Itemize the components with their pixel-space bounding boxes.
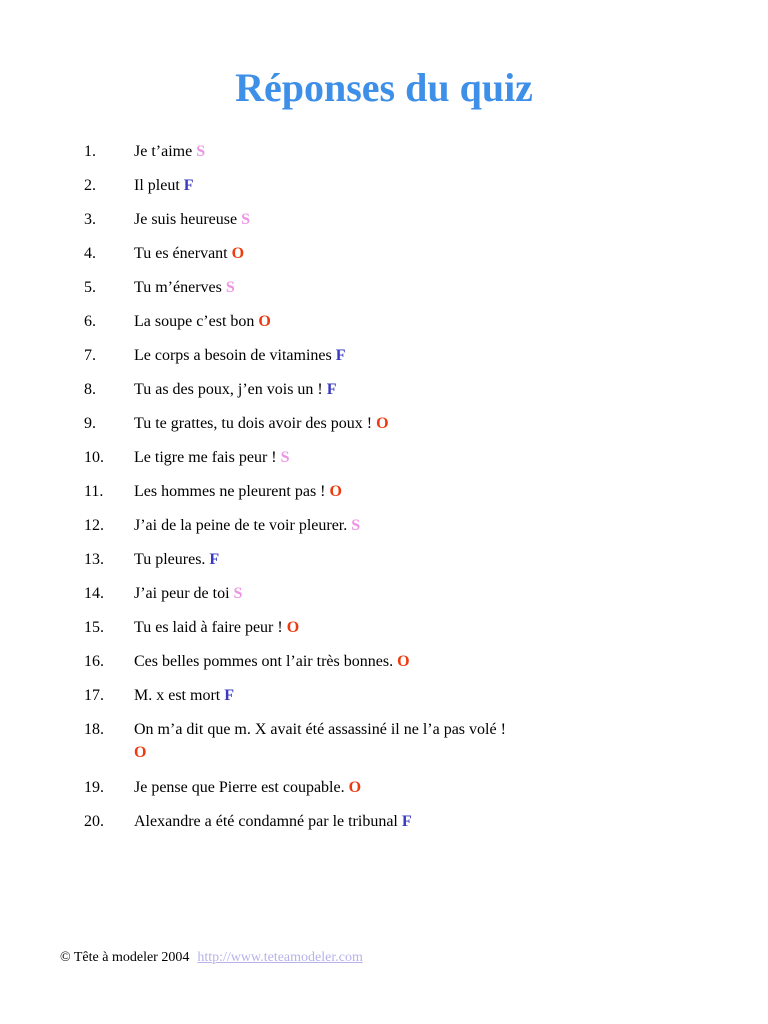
answer-list [0,140,768,844]
item-text: Tu es énervant [134,245,232,262]
item-number: 7. [84,347,96,364]
item-body [134,310,514,333]
item-number: 4. [84,245,96,262]
list-item [0,208,768,231]
item-number: 10. [84,449,104,466]
item-text: Alexandre a été condamné par le tribunal [134,813,402,830]
item-number: 18. [84,721,104,738]
item-code: O [286,619,300,636]
item-text: J’ai de la peine de te voir pleurer. [134,517,352,534]
list-item [0,616,768,639]
item-code: S [233,585,243,602]
item-number: 5. [84,279,96,296]
item-code: F [183,177,194,194]
item-code: F [209,551,220,568]
item-number: 6. [84,313,96,330]
list-item [0,344,768,367]
list-item [0,650,768,673]
list-item [0,776,768,799]
item-code: S [280,449,290,466]
list-item [0,412,768,435]
item-text: Le corps a besoin de vitamines [134,347,336,364]
list-item [0,446,768,469]
list-item [0,378,768,401]
item-body [134,650,514,673]
item-code: S [351,517,361,534]
item-number: 17. [84,687,104,704]
item-code: F [224,687,234,704]
item-body [134,174,514,197]
item-body [134,412,514,435]
item-code: O [258,313,271,330]
item-text: Je t’aime [134,143,197,160]
list-item [0,548,768,571]
item-body [134,446,514,469]
list-item [0,514,768,537]
page-footer [60,948,363,968]
item-body [134,776,514,799]
item-body [134,616,514,639]
item-code: S [241,211,250,228]
item-body [134,718,514,764]
item-body [134,810,514,833]
item-number: 16. [84,653,104,670]
item-number: 12. [84,517,104,534]
item-code: O [397,653,410,670]
item-body [134,140,514,163]
item-number: 2. [84,177,96,194]
item-code: O [376,415,389,432]
item-code: F [326,381,337,398]
item-number: 20. [84,813,104,830]
item-number: 14. [84,585,104,602]
item-code: O [348,779,362,796]
item-text: Tu m’énerves [134,279,226,296]
item-code: F [401,813,412,830]
item-number: 9. [84,415,96,432]
list-item [0,684,768,707]
item-text: Il pleut [134,177,184,194]
list-item [0,174,768,197]
item-text: Tu te grattes, tu dois avoir des poux ! [134,415,377,432]
item-text: La soupe c’est bon [134,313,259,330]
item-number: 1. [84,143,96,160]
item-text: Ces belles pommes ont l’air très bonnes. [134,653,398,670]
item-body [134,208,514,231]
item-text: Tu as des poux, j’en vois un ! [134,381,327,398]
item-code: O [329,483,342,500]
item-number: 11. [84,483,104,500]
list-item [0,140,768,163]
item-body [134,548,514,571]
item-code: S [196,143,206,160]
item-code: O [231,245,245,262]
item-number: 15. [84,619,104,636]
list-item [0,276,768,299]
item-text: Tu pleures. [134,551,210,568]
item-body [134,514,514,537]
item-body [134,582,514,605]
item-text: Je pense que Pierre est coupable. [134,779,349,796]
item-number: 13. [84,551,104,568]
item-text: Le tigre me fais peur ! [134,449,281,466]
item-number: 19. [84,779,104,796]
item-number: 3. [84,211,96,228]
page-title: Réponses du quiz [235,65,533,110]
item-text: Tu es laid à faire peur ! [134,619,287,636]
list-item [0,718,768,764]
list-item [0,242,768,265]
item-text: M. x est mort [134,687,225,704]
item-body [134,684,514,707]
item-text: Je suis heureuse [134,211,242,228]
item-body [134,276,514,299]
item-body [134,480,514,503]
item-body [134,242,514,265]
footer-link[interactable]: http://www.teteamodeler.com [197,950,363,965]
item-text: Les hommes ne pleurent pas ! [134,483,330,500]
list-item [0,810,768,833]
list-item [0,310,768,333]
copyright-text: © Tête à modeler 2004 [60,950,190,965]
item-text: On m’a dit que m. X avait été assassiné il ne l’a pas volé ! [134,721,506,738]
item-code: F [335,347,346,364]
item-body [134,344,514,367]
list-item [0,480,768,503]
item-code: S [225,279,235,296]
item-number: 8. [84,381,96,398]
item-text: J’ai peur de toi [134,585,234,602]
item-code: O [134,744,147,761]
list-item [0,582,768,605]
item-body [134,378,514,401]
